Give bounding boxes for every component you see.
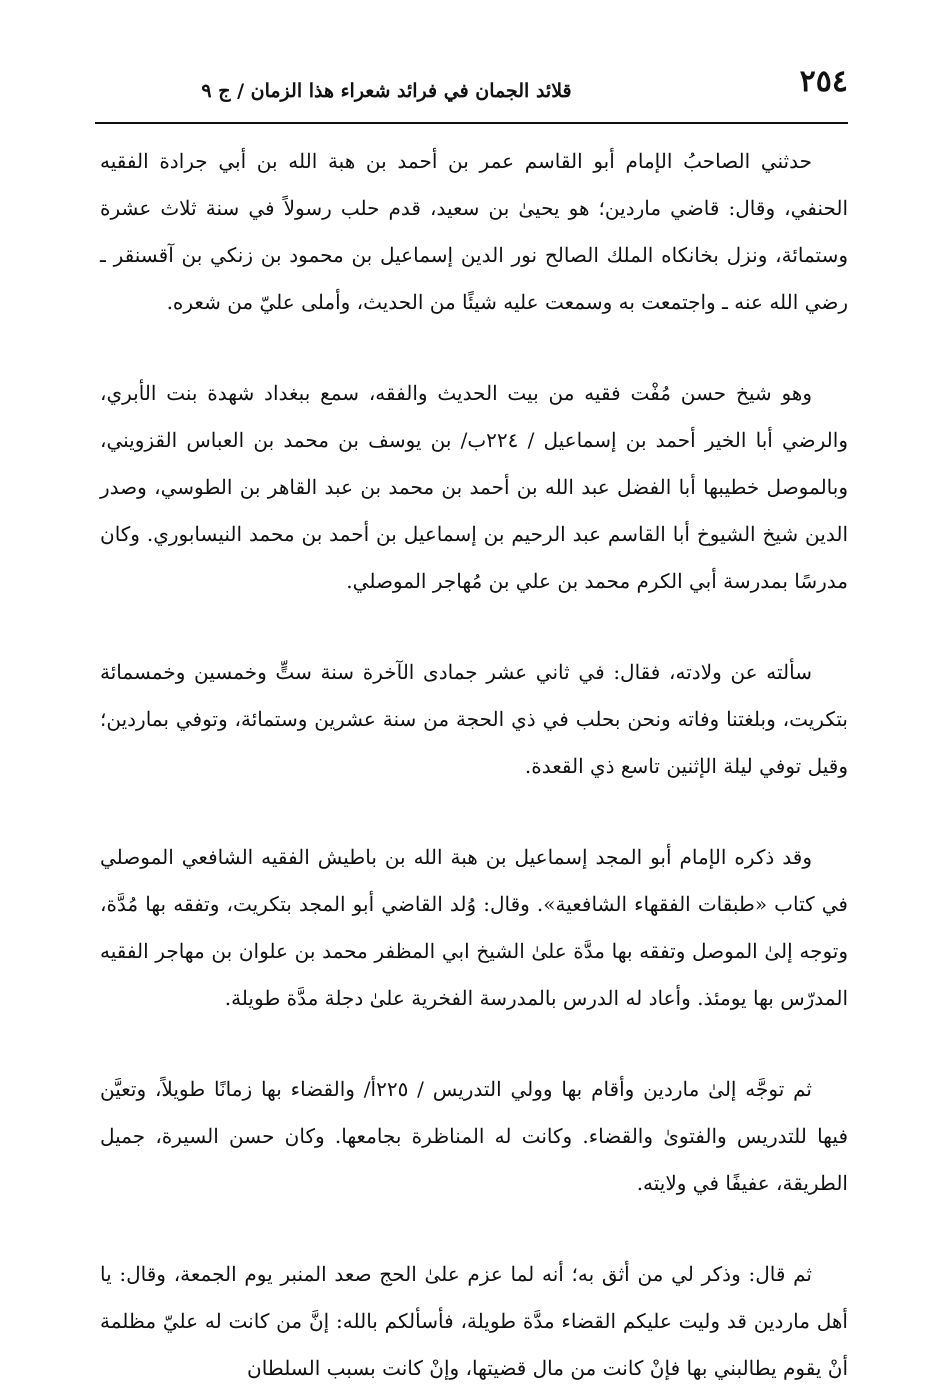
- body-text: [100, 138, 848, 1392]
- paragraph: سألته عن ولادته، فقال: في ثاني عشر جمادى الآخرة سنة ستٍّ وخمسين وخمسمائة بتكريت، وبلغتنا وفاته ونحن بحلب في ذي الحجة من سنة عشرين وستمائة، وتوفي بماردين؛ وقيل توفي ليلة الإثنين تاسع ذي القعدة.: [100, 660, 848, 778]
- page-number: ٢٥٤: [799, 64, 848, 99]
- book-title: قلائد الجمان في فرائد شعراء هذا الزمان / ج ٩: [201, 80, 572, 102]
- paragraph: حدثني الصاحبُ الإمام أبو القاسم عمر بن أحمد بن هبة الله بن أبي جرادة الفقيه الحنفي، وقال: قاضي ماردين؛ هو يحيىٰ بن سعيد، قدم حلب رسولاً في سنة ثلاث عشرة وستمائة، ونزل بخانكاه الملك الصالح نور الدين إسماعيل بن محمود بن زنكي بن آقسنقر ـ رضي الله عنه ـ واجتمعت به وسمعت عليه شيئًا من الحديث، وأملى عليّ من شعره.: [100, 149, 848, 314]
- paragraph: ثم قال: وذكر لي من أثق به؛ أنه لما عزم علىٰ الحج صعد المنبر يوم الجمعة، وقال: يا أهل ماردين قد وليت عليكم القضاء مدَّة طويلة، فأسألكم بالله: إنَّ من كانت له عليّ مظلمة أنْ يقوم يطالبني بها فإنْ كانت من مال قضيتها، وإنْ كانت بسبب السلطان: [100, 1262, 848, 1380]
- paragraph: ثم توجَّه إلىٰ ماردين وأقام بها وولي التدريس / ٢٢٥أ/ والقضاء بها زمانًا طويلاً، وتعيَّن فيها للتدريس والفتوىٰ والقضاء. وكانت له المناظرة بجامعها. وكان حسن السيرة، جميل الطريقة، عفيفًا في ولايته.: [100, 1077, 848, 1195]
- header-divider: [95, 122, 848, 124]
- paragraph: وقد ذكره الإمام أبو المجد إسماعيل بن هبة الله بن باطيش الفقيه الشافعي الموصلي في كتاب «طبقات الفقهاء الشافعية». وقال: وُلد القاضي أبو المجد بتكريت، وتفقه بها مُدَّة، وتوجه إلىٰ الموصل وتفقه بها مدَّة علىٰ الشيخ ابي المظفر محمد بن علوان بن مهاجر الفقيه المدرّس بها يومئذ. وأعاد له الدرس بالمدرسة الفخرية علىٰ دجلة مدَّة طويلة.: [100, 845, 848, 1010]
- running-head: [95, 62, 848, 114]
- paragraph: وهو شيخ حسن مُفْت فقيه من بيت الحديث والفقه، سمع ببغداد شهدة بنت الأبري، والرضي أبا الخير أحمد بن إسماعيل / ٢٢٤ب/ بن يوسف بن محمد بن العباس القزويني، وبالموصل خطيبها أبا الفضل عبد الله بن أحمد بن محمد بن عبد القاهر بن الطوسي، وصدر الدين شيخ الشيوخ أبا القاسم عبد الرحيم بن إسماعيل بن أحمد بن محمد النيسابوري. وكان مدرسًا بمدرسة أبي الكرم محمد بن علي بن مُهاجر الموصلي.: [100, 381, 848, 593]
